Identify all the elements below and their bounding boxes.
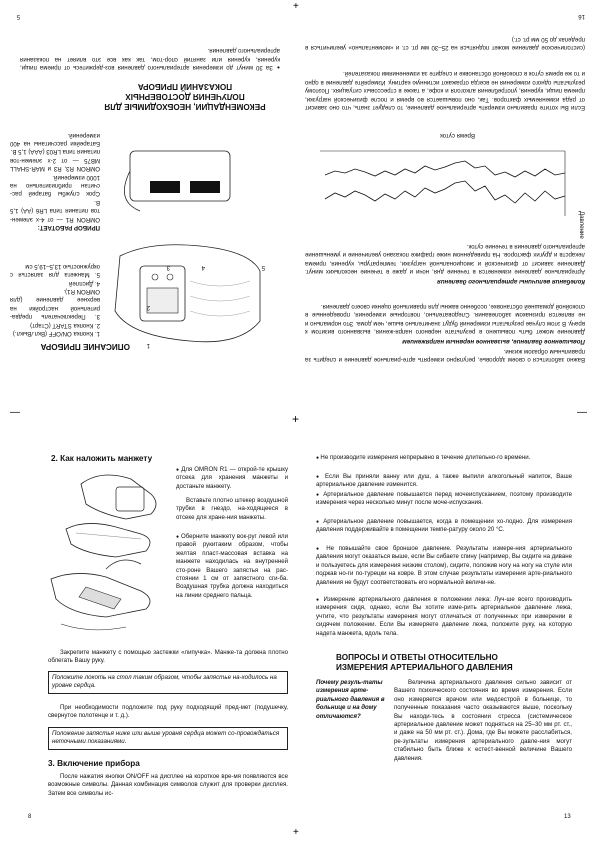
- page-number-16: 16: [578, 13, 585, 19]
- part-item: 5. Манжета для запястья с окружностью 13,5–19,5 см: [10, 262, 100, 279]
- tip-urination: ● Артериальное давление повышается перед мочеиспусканием, поэтому производите измерения через несколько минут после моче-испускания.: [316, 491, 572, 508]
- crop-mark-left: —: [10, 407, 20, 418]
- tip-lying-down: ● Измерение артериального давления в положении лежа: Луч-ше всего производить измерения сидя, однако, если Вы хотите изме-рить артериальное давление лежа, учтите, что результаты измерения могут отличаться от полученных при измерении в сидячем положении. Если Вы измеряете давление лежа, положите руку, на которую надета манжета, вдоль тела.: [316, 596, 572, 638]
- body-text: Если Вы хотите правильно измерять артериальное давление, то следует знать, что оно зависит от ряда изменяемых факторов. Так, оно повышается во время и после физической нагрузки, приема пищи, курения, употребления алкоголя и кофе, а также в стрессовых ситуациях. Поэтому результаты одного измерения не всегда отражают истинную картину. Измеряйте давление в одно и то же время суток в спокойной обстановке и следите за изменениями показателей.: [305, 70, 585, 111]
- battery-illustration: [110, 131, 250, 221]
- callout-4: 4: [201, 264, 205, 271]
- tip-posture: ● Не повышайте свое броншое давление. Результаты измере-ния артериального давления могут оказаться выше, если Вы сибаете спину (например, Вы сидите на диване и пользуетесь для измерения низким столом), сидите, положив ногу на ногу на стуле или поджав но-ги по-турецки на ковре. В этом случае результаты измерения арте-риального давления не будут соответствовать его нормальной величи-не.: [316, 545, 572, 587]
- tip-cold-room: ● Артериальное давление повышается, когда в помещении хо-лодно. Для измерения давления поддерживайте в помещении темпе-ратуру около 20 °С.: [316, 518, 572, 535]
- chart-ylabel: Давление: [578, 211, 585, 239]
- fluctuations-text: Артериальное давление изменяется в течение дня, ночи и даже в течение нескольких минут. Давление зависит от физической и эмоциональной нагрузки, температуры, курения, приема лекарств и других факторов. На приведенном ниже графике показано увеличение и уменьшение артериального давления в течение суток.: [305, 242, 585, 275]
- page-number-13: 13: [564, 814, 571, 820]
- part-item: 2. Кнопка START (Старт): [30, 321, 100, 329]
- power-on-instruction: После нажатия кнопки ON/OFF на дисплее на короткое вре-мя появляются все возможные символы. Данная комбинация символов служит для проверки дисплея. Затем все символы ис-: [48, 773, 288, 797]
- device-description-title: ОПИСАНИЕ ПРИБОРА: [40, 342, 130, 351]
- parts-list: [10, 261, 100, 337]
- plug-instruction: Вставьте плотно штекер воздушной трубки в гнездо, на-ходящееся в отсеке для хране-ния манжеты.: [176, 497, 288, 521]
- power-info: [10, 130, 100, 231]
- note-text: (систолическое давление может подняться на 25–30 мм рт. ст. и «моментально» увеличиться в пределах до 50 мм рт. ст.): [305, 35, 585, 51]
- cuff-illustration: [46, 459, 174, 644]
- page-number-5: 5: [16, 13, 20, 19]
- spread-bottom: [0, 421, 595, 842]
- subheading-fluctuations: Колебания величины артериального давления: [437, 278, 585, 285]
- crop-mark-right: —: [577, 407, 587, 418]
- pillow-instruction: При необходимости подложите под руку подходящий пред-мет (подушечку, свернутое полотенце и т. д.).: [48, 704, 288, 720]
- page-13: [306, 421, 578, 842]
- callout-5: 5: [261, 264, 265, 271]
- power-life: Срок службы батарей рас-считан приблизительно на 1000 измерений.: [10, 173, 100, 198]
- part-item: 4. Дисплей: [68, 279, 100, 287]
- nervous-text: Давление может быть повышено в результате нервного напря-жения, вызванного визитом к врачу. В этом случае результаты измерений будут значительно выше, чем дома. Это нормально и не является признаком заболевания. Следовательно, повторные измерения, проведенные в спокойной домашней обстановке, особенно важны для правильной оценки своего давления.: [305, 302, 585, 335]
- subheading-nervous: Повышенное давление, вызванное нервным напряжением: [402, 338, 585, 345]
- tip-continuous: ● Не производите измерения непрерывно в течение длительно-го времени.: [316, 454, 572, 462]
- wrist-level-note-box: Положение запястья ниже или выше уровня сердца может со-провождаться неточными показаниями.: [48, 727, 288, 750]
- elbow-note-box: Положите локоть на стол таким образом, чтобы запястье на-ходилось на уровне сердца.: [48, 671, 288, 694]
- callout-1: 1: [146, 342, 150, 349]
- power-life2: Батарейки рассчитаны на 400 измерений.: [10, 131, 100, 147]
- registration-mark-top: +: [293, 1, 299, 12]
- registration-mark-center: +: [292, 412, 300, 426]
- faq-question: Почему резуль-таты измерения арте-риального давления в больнице и на дому отличаются?: [316, 679, 385, 720]
- power-title: ПРИБОР РАБОТАЕТ:: [37, 224, 100, 231]
- recommendation-item: ● За 30 минут до измерения артериального давления воз-держитесь от приема пищи, курения, курения или занятий спор-том, так как все это влияет на показания артериального давления.: [20, 46, 280, 71]
- daily-pressure-chart: [315, 141, 575, 221]
- callout-2: 2: [146, 304, 150, 311]
- registration-mark-bottom: +: [293, 827, 299, 838]
- section-2-title: 2. Как наложить манжету: [51, 454, 153, 463]
- part-item: 3. Переключатель предва-рительной настройки на верхнее давление (для OMRON R1).: [10, 287, 100, 321]
- velcro-instruction: Закрепите манжету с помощью застежки «липучка». Манже-та должна плотно облегать Вашу руку.: [48, 649, 288, 665]
- page-16: [305, 11, 585, 411]
- tip-bath-alcohol: ● Если Вы приняли ванну или душ, а также выпили алкогольный напиток, Ваше артериальное давление изменится.: [316, 473, 572, 490]
- chart-caption: Время суток: [440, 132, 475, 139]
- page-8: [18, 421, 290, 842]
- intro-text: Важно заботиться о своем здоровье, регулярно измерять арте-риальное давление и следить за правильным образом жизни.: [305, 347, 585, 363]
- faq-title: ВОПРОСЫ И ОТВЕТЫ ОТНОСИТЕЛЬНО ИЗМЕРЕНИЯ АРТЕРИАЛЬНОГО ДАВЛЕНИЯ: [336, 653, 513, 672]
- section-3-title: 3. Включение прибора: [48, 759, 140, 768]
- page-number-8: 8: [28, 814, 32, 820]
- power-r3: OMRON R3, R3 и MAR-SHALL MB75 — от 2-х элемен-тов питания типа LR03 (ААА) 1,5 В.: [10, 148, 100, 173]
- part-item: 1. Кнопка ON/OFF (Вкл./Выкл.): [12, 330, 100, 337]
- r1-instruction: ● Для OMRON R1 — открой-те крышку отсека для хранения манжеты и достаньте манжету.: [176, 466, 288, 491]
- recommendations-title: РЕКОМЕНДАЦИИ, НЕОБХОДИМЫЕ ДЛЯ ПОЛУЧЕНИЯ ДОСТОВЕРНЫХ ПОКАЗАНИЙ ПРИБОРА: [104, 82, 266, 111]
- callout-3: 3: [166, 264, 170, 271]
- faq-answer: Величина артериального давления сильно зависит от Вашего психического состояния во время измерения. Если оно измеряется врачом или медсестрой в больнице, то полученные показания часто оказываются выше, поскольку Вы находи-тесь в состоянии стресса (системическое артериальное давление может подняться на 25–30 мм рт. ст., и даже на 50 мм рт. ст.). Дома, где Вы можете расслабиться, ре-зультаты измерения артериального давле-ния могут стабильно быть ближе к естест-венной величине Вашего давления.: [394, 679, 572, 762]
- page-5: [10, 11, 290, 411]
- wrap-instruction: ● Оберните манжету вок-руг левой или правой рукитаким образом, чтобы желтая пласт-массовая вставка на манжете находилась на внутренней сто-роне Вашего запястья на рас-стоянии 1 см от запястного сги-ба. Воздушная трубка должна находиться на линии среднего пальца.: [176, 533, 288, 600]
- power-r1: OMRON R1 — от 4-х элемен-тов питания типа LR6 (АА) 1,5 В.: [10, 198, 100, 223]
- device-illustration: [105, 231, 270, 351]
